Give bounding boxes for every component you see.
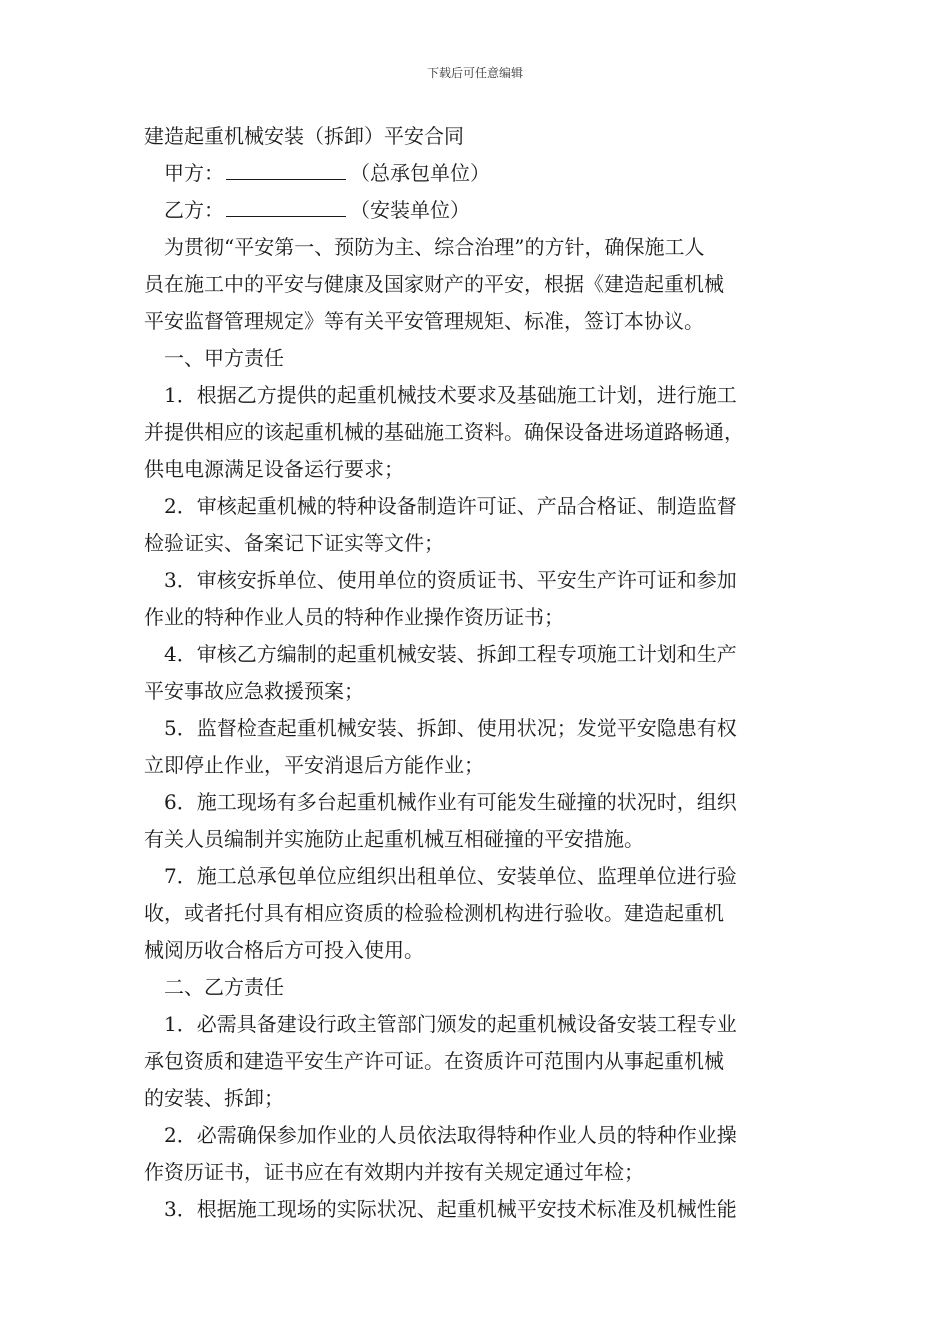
section-heading: 一、甲方责任	[164, 346, 284, 370]
clause-line: 3．审核安拆单位、使用单位的资质证书、平安生产许可证和参加	[164, 568, 737, 592]
intro-line: 平安监督管理规定》等有关平安管理规矩、标准，签订本协议。	[144, 309, 704, 333]
page-header: 下载后可任意编辑	[426, 66, 523, 80]
clause-line: 2．必需确保参加作业的人员依法取得特种作业人员的特种作业操	[164, 1123, 737, 1147]
party-a-note: （总承包单位）	[350, 161, 490, 185]
clause-line: 6．施工现场有多台起重机械作业有可能发生碰撞的状况时，组织	[164, 790, 737, 814]
clause-line: 平安事故应急救援预案；	[144, 679, 364, 703]
section-heading: 二、乙方责任	[164, 975, 284, 999]
clause-line: 7．施工总承包单位应组织出租单位、安装单位、监理单位进行验	[164, 864, 737, 888]
clause-line: 1．必需具备建设行政主管部门颁发的起重机械设备安装工程专业	[164, 1012, 737, 1036]
clause-line: 3．根据施工现场的实际状况、起重机械平安技术标准及机械性能	[164, 1197, 737, 1221]
party-b-line	[144, 192, 809, 229]
clause-line: 立即停止作业，平安消退后方能作业；	[144, 753, 484, 777]
clause-line: 检验证实、备案记下证实等文件；	[144, 531, 444, 555]
party-b-blank[interactable]	[226, 192, 346, 217]
clause-line: 收，或者托付具有相应资质的检验检测机构进行验收。建造起重机	[144, 901, 724, 925]
clause-line: 4．审核乙方编制的起重机械安装、拆卸工程专项施工计划和生产	[164, 642, 737, 666]
clause-line: 并提供相应的该起重机械的基础施工资料。确保设备进场道路畅通，	[144, 420, 744, 444]
intro-line: 员在施工中的平安与健康及国家财产的平安，根据《建造起重机械	[144, 272, 724, 296]
document-title: 建造起重机械安装（拆卸）平安合同	[144, 124, 464, 148]
clause-line: 承包资质和建造平安生产许可证。在资质许可范围内从事起重机械	[144, 1049, 724, 1073]
party-a-label: 甲方：	[164, 161, 224, 185]
party-b-label: 乙方：	[164, 198, 224, 222]
clause-line: 有关人员编制并实施防止起重机械互相碰撞的平安措施。	[144, 827, 644, 851]
clause-line: 作业的特种作业人员的特种作业操作资历证书；	[144, 605, 564, 629]
clause-line: 1．根据乙方提供的起重机械技术要求及基础施工计划，进行施工	[164, 383, 737, 407]
clause-line: 5．监督检查起重机械安装、拆卸、使用状况；发觉平安隐患有权	[164, 716, 737, 740]
intro-line: 为贯彻“平安第一、预防为主、综合治理”的方针，确保施工人	[164, 235, 705, 259]
party-a-line	[144, 155, 809, 192]
clause-line: 供电电源满足设备运行要求；	[144, 457, 404, 481]
clause-line: 的安装、拆卸；	[144, 1086, 284, 1110]
clause-line: 械阅历收合格后方可投入使用。	[144, 938, 424, 962]
party-b-note: （安装单位）	[350, 198, 470, 222]
clause-line: 2．审核起重机械的特种设备制造许可证、产品合格证、制造监督	[164, 494, 737, 518]
party-a-blank[interactable]	[226, 155, 346, 180]
clause-line: 作资历证书，证书应在有效期内并按有关规定通过年检；	[144, 1160, 644, 1184]
document-body	[144, 118, 809, 1228]
